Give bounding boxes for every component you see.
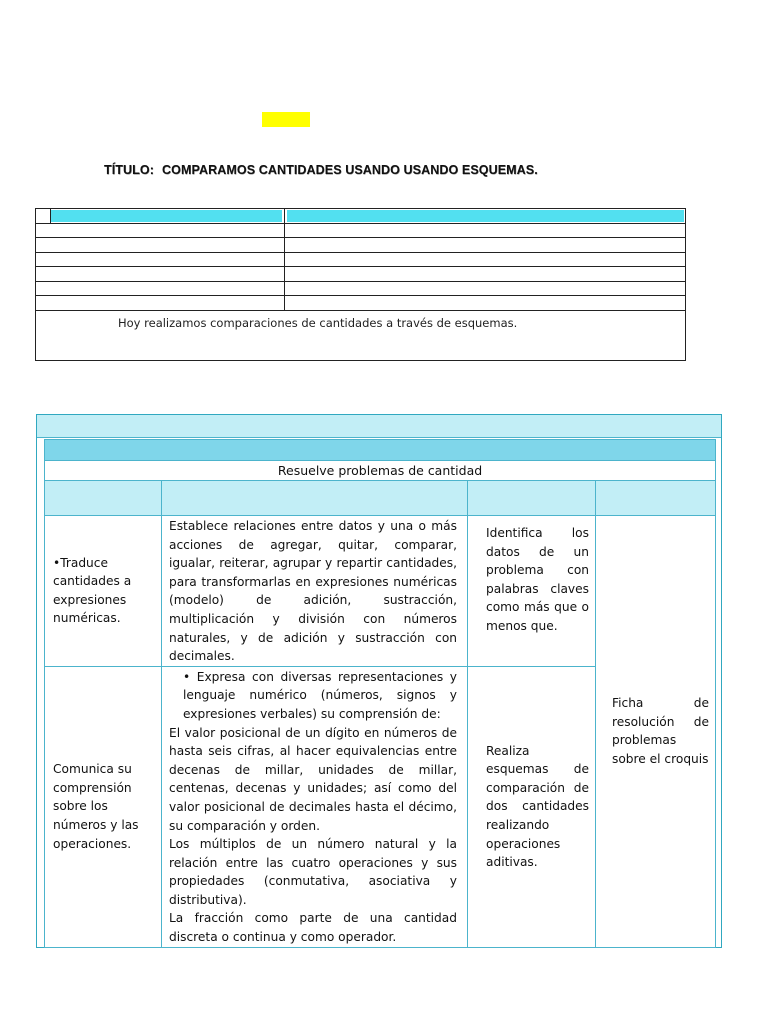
competency-header-bar <box>37 415 721 438</box>
title-text: COMPARAMOS CANTIDADES USANDO USANDO ESQUEMAS. <box>162 163 538 177</box>
info-table <box>35 208 686 361</box>
indicator-text: Realiza esquemas de comparación de dos cantidades realizando operaciones aditivas. <box>486 743 589 870</box>
info-row <box>36 223 685 238</box>
performance-paragraph: Los múltiplos de un número natural y la relación entre las cuatro operaciones y sus propiedades (conmutativa, asociativa y distributiva). <box>169 837 457 907</box>
competency-table <box>44 460 716 948</box>
info-row <box>36 267 685 282</box>
session-purpose: Hoy realizamos comparaciones de cantidades a través de esquemas. <box>118 316 518 330</box>
performance-paragraph: La fracción como parte de una cantidad discreta o continua y como operador. <box>169 911 457 945</box>
info-row <box>36 296 685 311</box>
performance-text: Establece relaciones entre datos y una o más acciones de agregar, quitar, comparar, igualar, reiterar, agrupar y repartir cantidades, para transformarlas en expresiones numéricas (modelo) de adición, sustracción, multiplicación y división con números naturales, y de adición y sustracción con decimales. <box>169 519 457 664</box>
competency-subheader-bar <box>44 439 716 461</box>
competency-title: Resuelve problemas de cantidad <box>45 461 716 481</box>
column-header <box>45 481 162 516</box>
instrument-cell <box>596 516 716 948</box>
column-header-row <box>45 481 716 516</box>
performance-cell <box>162 666 468 947</box>
info-row <box>36 281 685 296</box>
column-header <box>468 481 596 516</box>
competency-frame <box>36 414 722 948</box>
yellow-highlight-mark <box>262 112 310 127</box>
info-header-cyan-left <box>51 210 282 222</box>
indicator-text: Identifica los datos de un problema con palabras claves como más que o menos que. <box>486 526 589 633</box>
performance-cell <box>162 516 468 667</box>
table-row <box>45 516 716 667</box>
performance-paragraph: El valor posicional de un dígito en números de hasta seis cifras, al hacer equivalencias entre decenas de millar, unidades de millar, centenas, decenas y unidades; así como del valor posicional de decimales hasta el décimo, su comparación y orden. <box>169 725 457 833</box>
capacity-text: •Traduce cantidades a expresiones numéricas. <box>53 555 132 626</box>
info-row <box>36 238 685 253</box>
info-column-divider <box>284 209 285 311</box>
info-row <box>36 252 685 267</box>
instrument-text: Ficha de resolución de problemas sobre el croquis <box>612 696 710 766</box>
capacity-cell <box>45 516 162 667</box>
indicator-cell <box>468 666 596 947</box>
indicator-cell <box>468 516 596 667</box>
performance-bullet: • Expresa con diversas representaciones y lenguaje numérico (números, signos y expresiones verbales) su comprensión de: <box>183 669 457 721</box>
info-header-cyan-right <box>287 210 684 222</box>
column-header <box>162 481 468 516</box>
capacity-text: Comunica su comprensión sobre los números y las operaciones. <box>53 762 139 851</box>
document-title <box>104 163 538 177</box>
capacity-cell <box>45 666 162 947</box>
column-header <box>596 481 716 516</box>
title-label: TÍTULO: <box>104 163 154 177</box>
